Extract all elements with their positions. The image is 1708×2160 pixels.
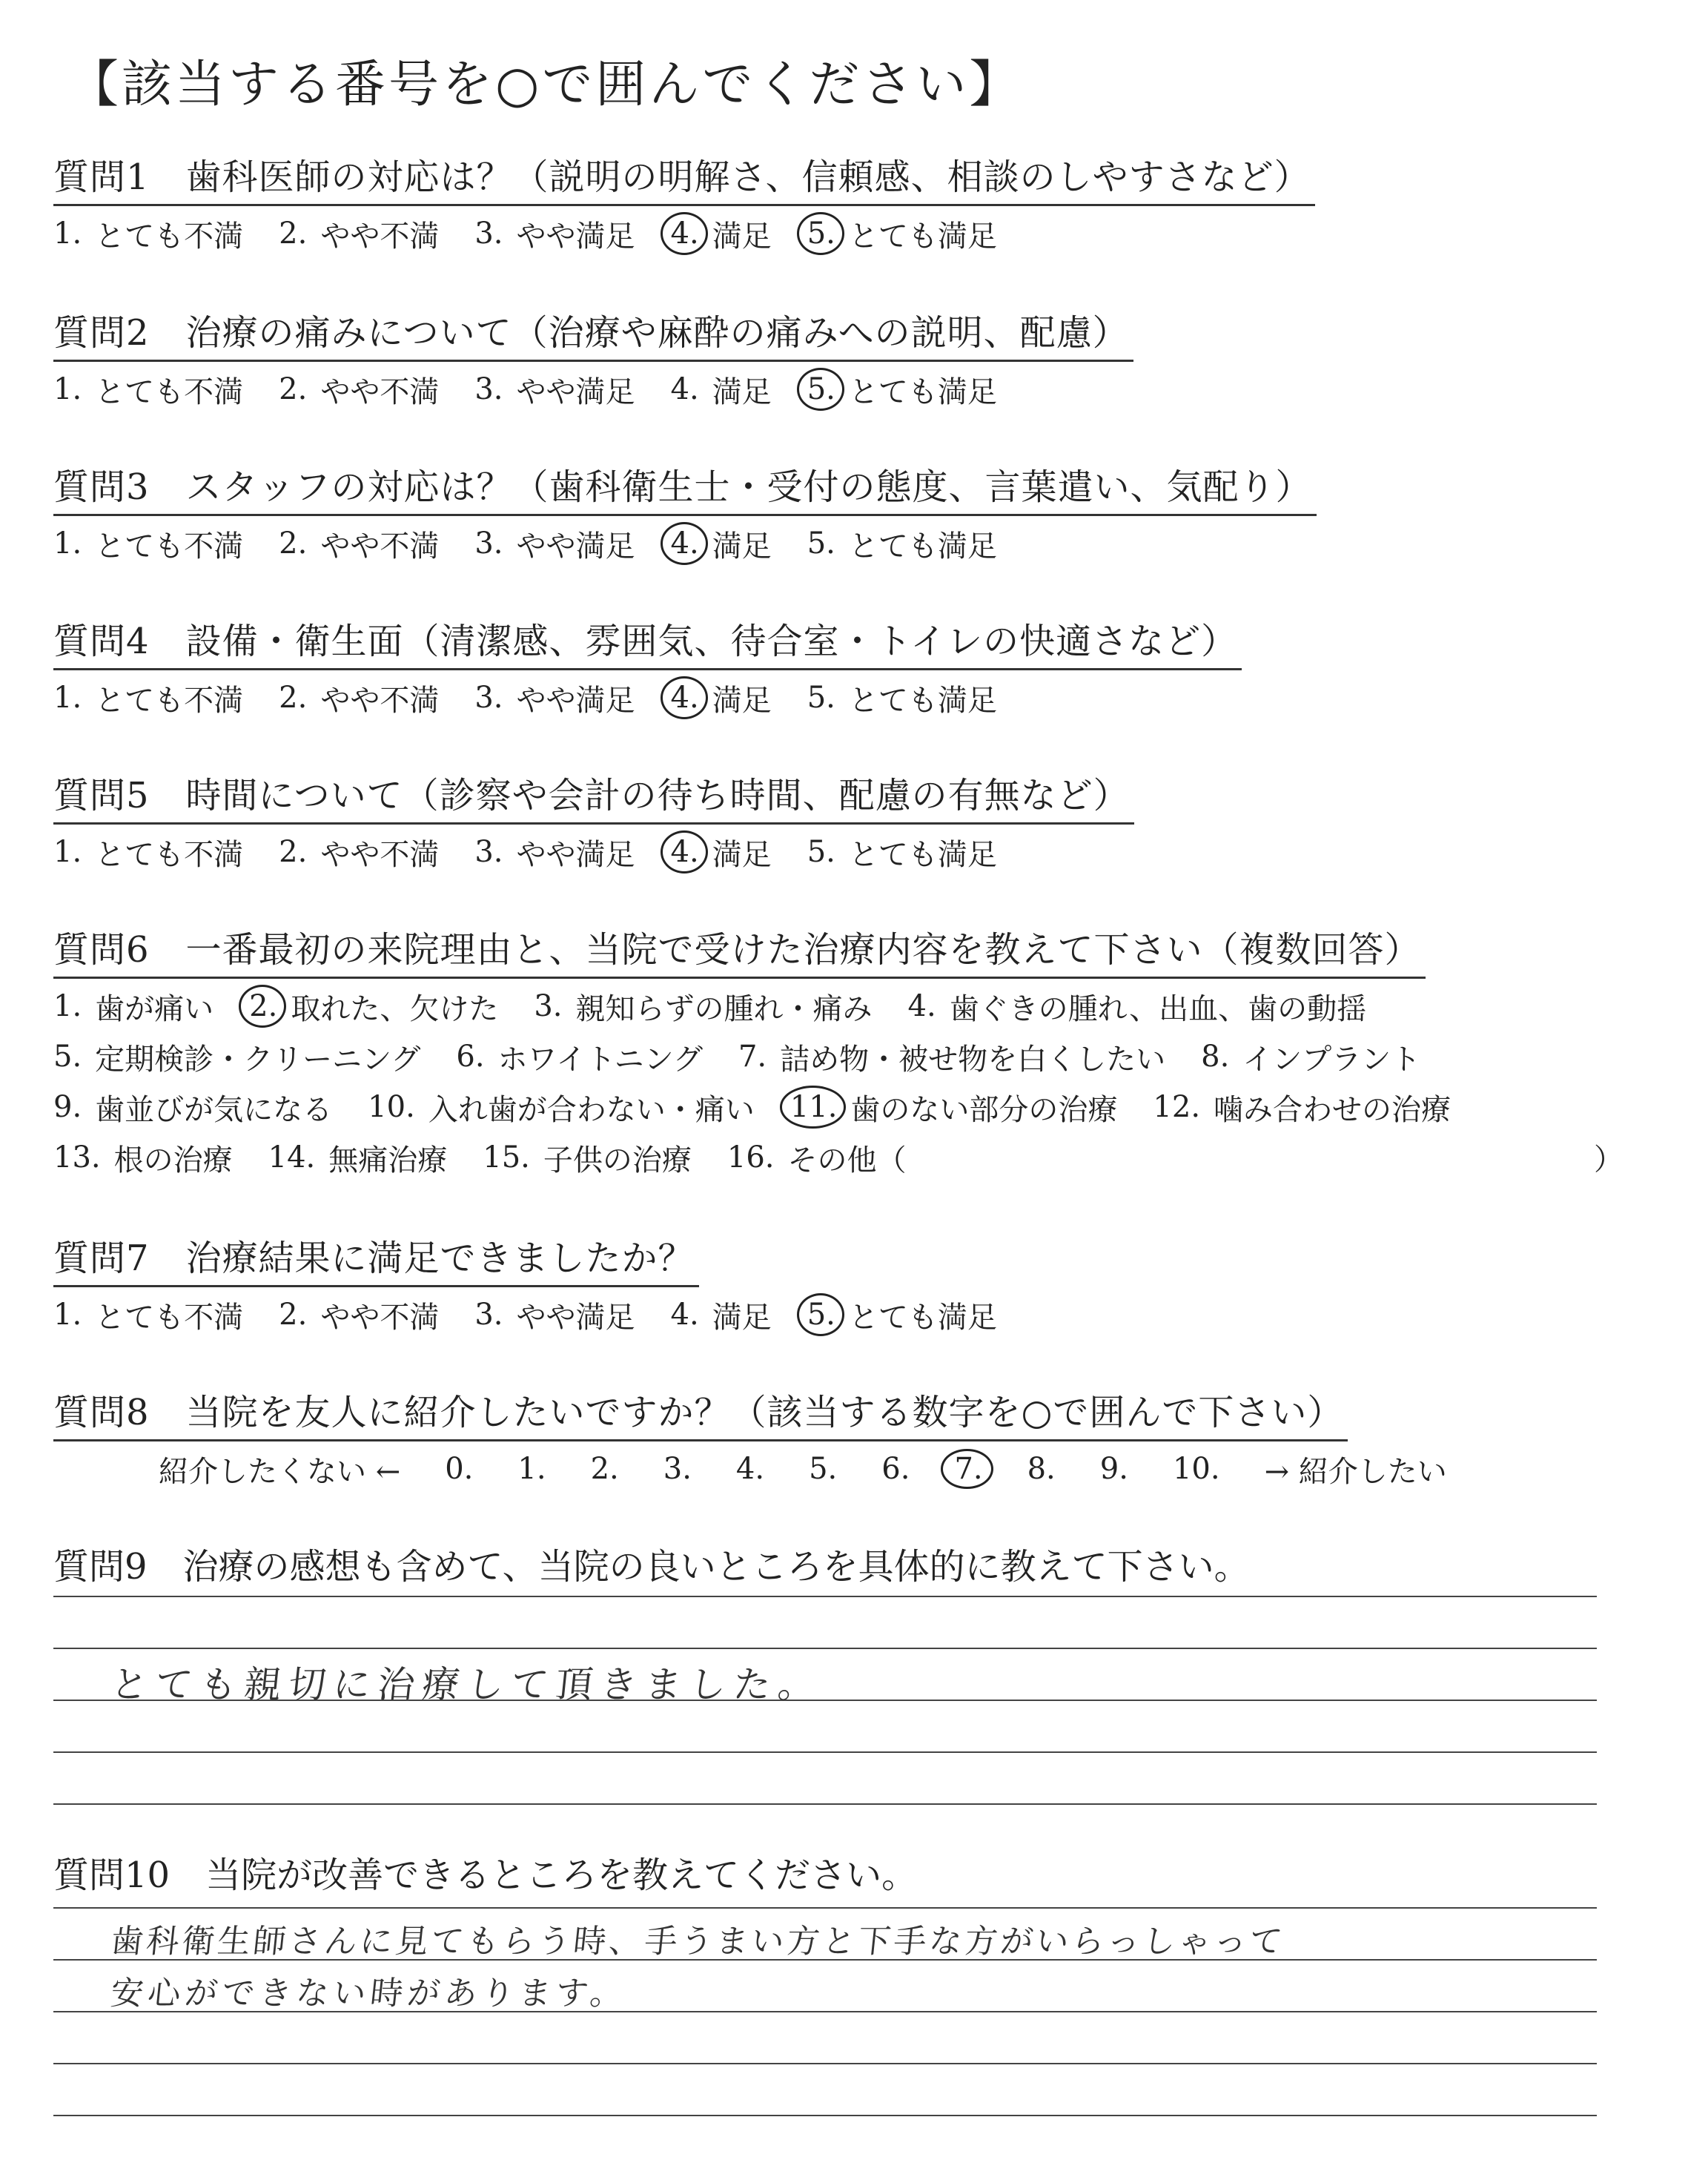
option-label: 歯並びが気になる [95,1092,333,1127]
option-label: とても不満 [95,683,244,718]
answer-option[interactable] [671,1294,772,1336]
option-number: 3. [474,1298,503,1332]
selected-option-number: 4. [670,681,699,715]
answer-option[interactable] [53,1137,233,1179]
answer-options [53,829,1134,875]
option-number: 3. [474,835,503,869]
selected-option-number: 4. [670,217,699,251]
answer-option[interactable] [807,213,997,255]
option-label: とても不満 [95,219,244,254]
answer-option[interactable] [268,1137,448,1179]
option-number: 5. [807,681,835,715]
answer-option[interactable] [1153,1086,1451,1129]
option-label: 歯ぐきの腫れ、出血、歯の動揺 [949,991,1367,1026]
option-number: 1. [53,835,82,869]
option-number: 5. [53,1040,82,1074]
option-label: とても満足 [848,219,997,254]
option-number: 8. [1201,1040,1230,1074]
answer-option[interactable] [807,831,997,873]
option-label: やや不満 [320,1300,440,1335]
scale-left-label: 紹介したくない ← [159,1454,401,1489]
answer-option[interactable] [474,523,635,565]
option-number: 10. [368,1090,415,1124]
answer-line [53,1907,1597,1909]
question-7 [53,1229,1033,1338]
option-label: 無痛治療 [328,1143,448,1178]
option-number: 1. [53,989,82,1023]
answer-option[interactable] [738,1036,1165,1078]
answer-option[interactable] [790,1086,1118,1129]
question-label: 質問2 治療の痛みについて（治療や麻酔の痛みへの説明、配慮） [53,304,1133,362]
option-number: 2. [279,681,308,715]
handwritten-answer: 歯科衛生師さんに見てもらう時、手うまい方と下手な方がいらっしゃって [108,1923,1288,1961]
scale-value[interactable]: 5. [809,1452,838,1486]
selected-option-number: 5. [807,217,835,251]
option-label: 噛み合わせの治療 [1214,1092,1452,1127]
question-label: 質問4 設備・衛生面（清潔感、雰囲気、待合室・トイレの快適さなど） [53,612,1242,670]
recommend-scale [159,1446,1468,1492]
option-number: 4. [907,989,936,1023]
option-label: 根の治療 [113,1143,233,1178]
option-label: その他（ [787,1143,907,1178]
answer-option[interactable] [807,1294,997,1336]
other-close-paren: ） [1594,1143,1623,1177]
option-label: 定期検診・クリーニング [95,1042,421,1077]
question-10 [53,1846,917,1898]
answer-option[interactable] [368,1086,755,1129]
option-number: 2. [279,1298,308,1332]
answer-line [53,2063,1597,2064]
option-label: とても不満 [95,837,244,872]
option-number: 3. [474,217,503,251]
option-number: 7. [738,1040,767,1074]
option-number: 5. [807,835,835,869]
option-label: 満足 [712,1300,772,1335]
scale-right-label: → 紹介したい [1264,1454,1447,1489]
option-label: 親知らずの腫れ・痛み [575,991,873,1026]
answer-option[interactable] [727,1137,907,1179]
question-label: 質問3 スタッフの対応は？（歯科衛生士・受付の態度、言葉遣い、気配り） [53,458,1317,516]
option-number: 1. [53,1298,82,1332]
option-number: 2. [279,526,308,561]
answer-option[interactable] [53,985,214,1028]
answer-option[interactable] [474,369,635,411]
option-label: やや不満 [320,374,440,409]
scale-selected-value[interactable]: 7. [954,1452,983,1486]
option-label: やや不満 [320,219,440,254]
answer-option[interactable] [53,1086,332,1129]
answer-line [53,1596,1597,1597]
option-label: やや不満 [320,683,440,718]
option-number: 2. [279,217,308,251]
answer-option[interactable] [279,213,439,255]
answer-option[interactable] [483,1137,692,1179]
question-label: 質問9 治療の感想も含めて、当院の良いところを具体的に教えて下さい。 [53,1546,1250,1588]
option-number: 12. [1153,1090,1201,1124]
option-label: 取れた、欠けた [291,991,499,1026]
answer-option[interactable] [908,985,1367,1028]
answer-line [53,1803,1597,1805]
answer-line [53,2115,1597,2116]
answer-option[interactable] [671,677,772,719]
answer-option[interactable] [279,523,439,565]
scale-value[interactable]: 2. [590,1452,619,1486]
question-label: 質問7 治療結果に満足できましたか？ [53,1229,699,1287]
answer-option[interactable] [807,369,997,411]
answer-options-row [53,1135,1486,1180]
option-number: 3. [474,681,503,715]
answer-line [53,1751,1597,1753]
option-number: 1. [53,526,82,561]
answer-option[interactable] [53,1036,420,1078]
option-label: とても満足 [848,837,997,872]
answer-option[interactable] [807,677,997,719]
question-label: 質問5 時間について（診察や会計の待ち時間、配慮の有無など） [53,767,1134,825]
option-number: 3. [534,989,563,1023]
handwritten-answer: とても親切に治療して頂きました。 [108,1663,825,1706]
answer-option[interactable] [53,831,243,873]
answer-line [53,1648,1597,1649]
answer-option[interactable] [53,369,243,411]
answer-option[interactable] [279,831,439,873]
scale-value[interactable]: 6. [881,1452,910,1486]
answer-option[interactable] [279,369,439,411]
scale-value[interactable]: 0. [445,1452,474,1486]
option-number: 14. [268,1140,316,1175]
option-number: 2. [279,835,308,869]
option-number: 4. [670,1298,699,1332]
option-label: 満足 [712,683,772,718]
answer-option[interactable] [474,1294,635,1336]
question-1 [53,148,1315,257]
answer-options [53,366,1133,412]
question-2 [53,304,1133,412]
option-label: 入れ歯が合わない・痛い [428,1092,755,1127]
option-label: とても不満 [95,529,244,564]
question-label: 質問10 当院が改善できるところを教えてください。 [53,1855,918,1896]
answer-option[interactable] [671,831,772,873]
option-number: 2. [279,372,308,406]
option-label: ホワイトニング [497,1042,703,1077]
option-number: 9. [53,1090,82,1124]
option-label: やや満足 [516,374,635,409]
option-label: やや不満 [320,837,440,872]
scale-value[interactable]: 8. [1027,1452,1056,1486]
option-label: 満足 [712,529,772,564]
answer-option[interactable] [671,213,772,255]
scale-value[interactable]: 1. [517,1452,546,1486]
option-label: とても不満 [95,1300,244,1335]
answer-option[interactable] [534,985,872,1028]
page-title: 【該当する番号を○で囲んでください】 [68,56,1023,114]
option-label: 満足 [712,219,772,254]
option-label: とても不満 [95,374,244,409]
answer-options [53,211,1315,257]
scale-value[interactable]: 4. [735,1452,765,1486]
option-label: やや満足 [516,219,635,254]
question-label: 質問1 歯科医師の対応は？（説明の明解さ、信頼感、相談のしやすさなど） [53,148,1315,206]
option-number: 5. [807,526,835,561]
question-3 [53,458,1317,567]
option-label: インプラント [1242,1042,1421,1077]
option-label: やや満足 [516,529,635,564]
question-label: 質問8 当院を友人に紹介したいですか？（該当する数字を○で囲んで下さい） [53,1384,1348,1441]
answer-option[interactable] [474,677,635,719]
option-label: とても満足 [848,1300,997,1335]
option-label: 満足 [712,837,772,872]
option-label: やや満足 [516,837,635,872]
option-label: とても満足 [848,374,997,409]
option-number: 3. [474,372,503,406]
answer-option[interactable] [474,213,635,255]
answer-option[interactable] [53,523,243,565]
option-number: 16. [726,1140,775,1175]
option-number: 1. [53,681,82,715]
option-label: 子供の治療 [543,1143,692,1178]
selected-option-number: 4. [670,526,699,561]
answer-option[interactable] [474,831,635,873]
answer-option[interactable] [53,1294,243,1336]
question-4 [53,612,1242,721]
answer-option[interactable] [279,1294,439,1336]
answer-option[interactable] [53,677,243,719]
selected-option-number: 5. [807,372,835,406]
option-label: 歯が痛い [95,991,214,1026]
question-label: 質問6 一番最初の来院理由と、当院で受けた治療内容を教えて下さい（複数回答） [53,921,1426,979]
option-number: 13. [53,1140,101,1175]
selected-option-number: 5. [807,1298,835,1332]
option-label: やや満足 [516,683,635,718]
answer-option[interactable] [671,369,772,411]
scale-value[interactable]: 9. [1099,1452,1128,1486]
answer-options-row [53,1034,1486,1080]
question-8 [53,1384,1468,1492]
answer-options [53,1292,1033,1338]
answer-option[interactable] [53,213,243,255]
option-number: 1. [53,372,82,406]
answer-option[interactable] [807,523,997,565]
question-6 [53,921,1486,1180]
answer-options [53,675,1242,721]
option-label: とても満足 [848,683,997,718]
option-label: やや不満 [320,529,440,564]
answer-options-row [53,983,1486,1029]
answer-option[interactable] [671,523,772,565]
answer-option[interactable] [1201,1036,1420,1078]
answer-options-row [53,1084,1486,1130]
selected-option-number: 2. [249,989,278,1023]
scale-value[interactable]: 10. [1172,1452,1220,1486]
answer-option[interactable] [249,985,498,1028]
question-9 [53,1538,1250,1589]
scale-value[interactable]: 3. [663,1452,692,1486]
selected-option-number: 4. [670,835,699,869]
option-number: 4. [670,372,699,406]
option-label: 歯のない部分の治療 [850,1092,1118,1127]
option-number: 6. [456,1040,485,1074]
question-5 [53,767,1134,875]
option-number: 1. [53,217,82,251]
option-number: 3. [474,526,503,561]
option-label: 詰め物・被せ物を白くしたい [780,1042,1166,1077]
option-label: とても満足 [848,529,997,564]
option-number: 15. [483,1140,530,1175]
answer-options [53,521,1317,567]
option-label: やや満足 [516,1300,635,1335]
selected-option-number: 11. [790,1090,838,1124]
handwritten-answer: 安心ができない時があります。 [108,1975,629,2012]
answer-option[interactable] [456,1036,703,1078]
option-label: 満足 [712,374,772,409]
answer-option[interactable] [279,677,439,719]
